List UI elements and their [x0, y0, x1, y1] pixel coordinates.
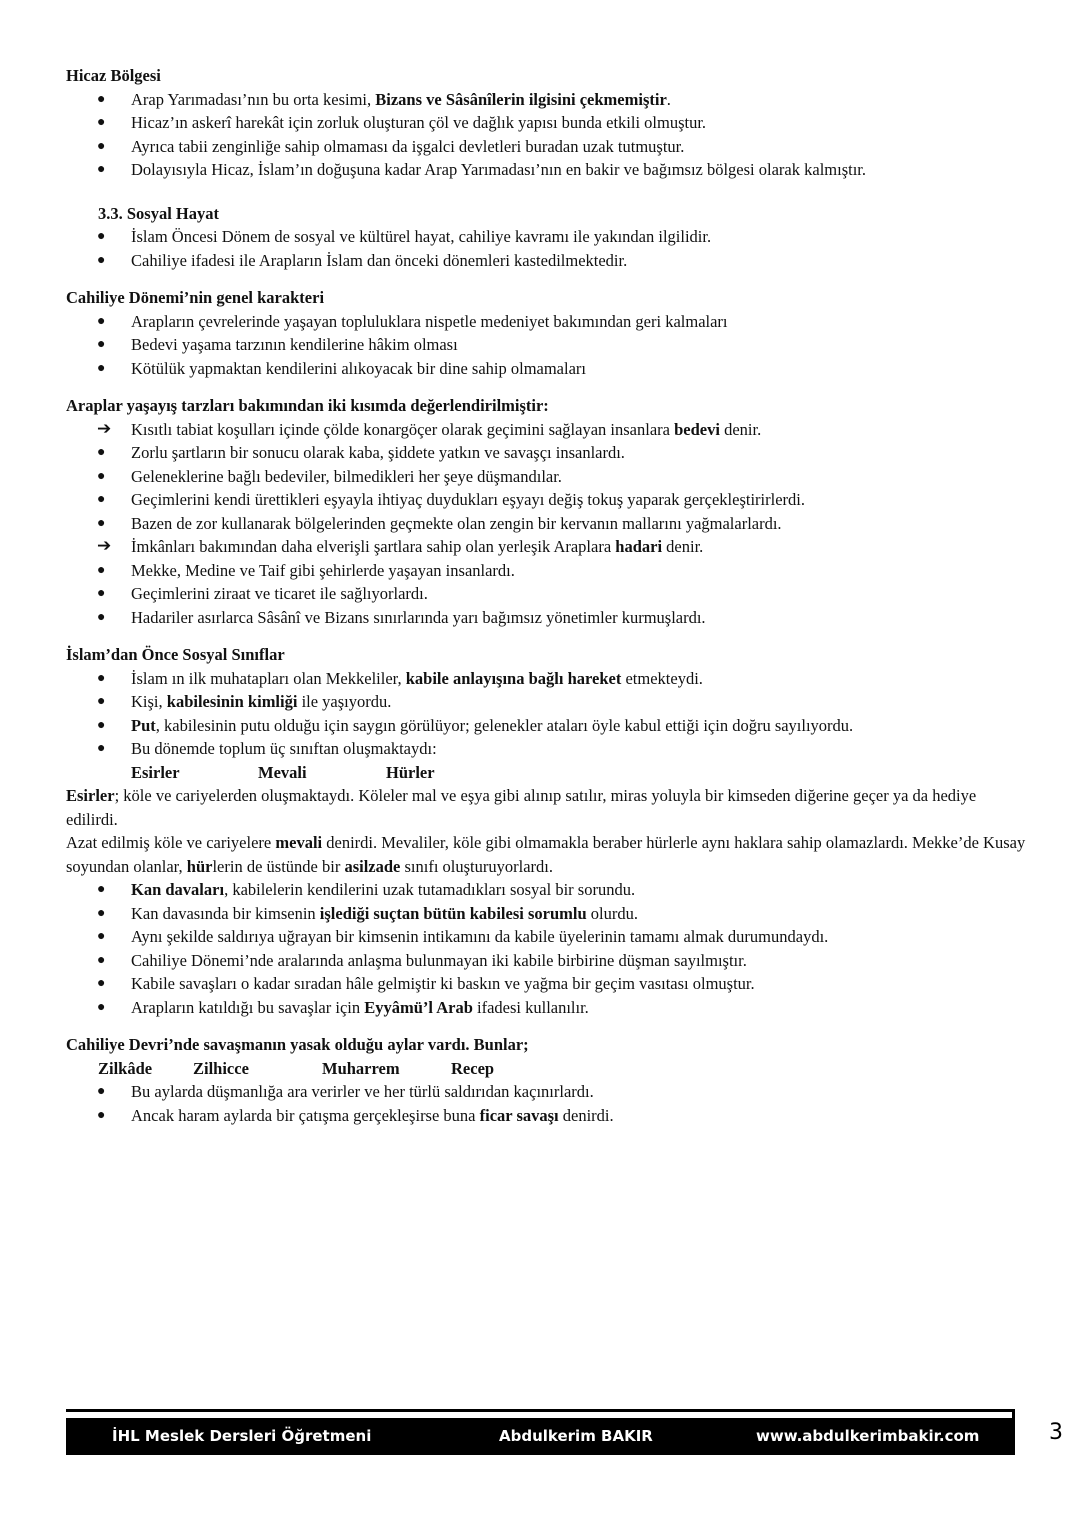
- bullet-dot-icon: ●: [97, 492, 106, 507]
- list-item: ● Kişi, kabilesinin kimliği ile yaşıyordu.: [66, 690, 1026, 714]
- list-kan-davalari: [66, 878, 1026, 1019]
- month-zilhicce: Zilhicce: [193, 1058, 249, 1078]
- list-item: ➔ Kısıtlı tabiat koşulları içinde çölde konargöçer olarak geçimini sağlayan insanlara bedevi denir.: [66, 418, 1026, 442]
- bullet-dot-icon: ●: [97, 252, 106, 268]
- bullet-dot-icon: ●: [97, 999, 106, 1015]
- list-item: ● Kabile savaşları o kadar sıradan hâle gelmiştir ki baskın ve yağma bir geçim vasıtası olmuştur.: [66, 972, 1026, 996]
- heading-sosyal-siniflar: İslam’dan Önce Sosyal Sınıflar: [66, 645, 285, 664]
- paragraph-esirler: Esirler; köle ve cariyelerden oluşmaktaydı. Köleler mal ve eşya gibi alınıp satılır, miras yoluyla bir kimseden diğerine geçer ya da hediye edilirdi.: [66, 786, 977, 829]
- footer-author: Abdulkerim BAKIR: [499, 1427, 653, 1445]
- list-karakter: [66, 310, 1026, 381]
- list-item: ● İslam ın ilk muhatapları olan Mekkeliler, kabile anlayışına bağlı hareket etmekteydi.: [66, 667, 1026, 691]
- list-item: ● Arap Yarımadası’nın bu orta kesimi, Bizans ve Sâsânîlerin ilgisini çekmemiştir.: [66, 88, 1026, 112]
- bullet-dot-icon: ●: [97, 313, 106, 329]
- bullet-dot-icon: ●: [97, 929, 106, 944]
- list-item: ● İslam Öncesi Dönem de sosyal ve kültürel hayat, cahiliye kavramı ile yakından ilgilidir.: [66, 225, 1026, 249]
- bullet-dot-icon: ●: [97, 609, 106, 625]
- bullet-dot-icon: ●: [97, 138, 106, 154]
- list-item: ● Bu aylarda düşmanlığa ara verirler ve her türlü saldırıdan kaçınırlardı.: [66, 1080, 1026, 1104]
- list-item: ● Aynı şekilde saldırıya uğrayan bir kimsenin intikamını da kabile üyelerinin tamamı almak durumundaydı.: [66, 925, 1026, 949]
- bullet-dot-icon: ●: [97, 905, 106, 921]
- list-item: ● Arapların katıldığı bu savaşlar için Eyyâmü’l Arab ifadesi kullanılır.: [66, 996, 1026, 1020]
- bullet-dot-icon: ●: [97, 468, 106, 484]
- arrow-right-icon: ➔: [97, 536, 112, 556]
- list-item: ● Geçimlerini ziraat ve ticaret ile sağlıyorlardı.: [66, 582, 1026, 606]
- bullet-dot-icon: ●: [97, 1107, 106, 1123]
- haram-months-row: [66, 1057, 1026, 1081]
- bullet-dot-icon: ●: [97, 694, 106, 709]
- list-item: ➔ İmkânları bakımından daha elverişli şartlara sahip olan yerleşik Araplara hadari denir.: [66, 535, 1026, 559]
- bullet-dot-icon: ●: [97, 952, 106, 968]
- footer-website-link[interactable]: www.abdulkerimbakir.com: [756, 1427, 980, 1445]
- bullet-dot-icon: ●: [97, 976, 106, 991]
- social-classes-row: [66, 761, 1026, 785]
- list-hadari: [66, 535, 1026, 629]
- list-item: ● Zorlu şartların bir sonucu olarak kaba, şiddete yatkın ve savaşçı insanlardı.: [66, 441, 1026, 465]
- bullet-dot-icon: ●: [97, 882, 106, 897]
- list-item: ● Bu dönemde toplum üç sınıftan oluşmaktaydı:: [66, 737, 1026, 761]
- month-muharrem: Muharrem: [322, 1058, 400, 1078]
- bullet-dot-icon: ●: [97, 91, 106, 107]
- class-esirler: Esirler: [131, 762, 180, 782]
- class-mevali: Mevali: [258, 762, 307, 782]
- list-item: ● Kan davaları, kabilelerin kendilerini uzak tutamadıkları sosyal bir sorundu.: [66, 878, 1026, 902]
- bullet-dot-icon: ●: [97, 562, 106, 578]
- list-item: ● Put, kabilesinin putu olduğu için saygın görülüyor; gelenekler ataları öyle kabul ettiği için doğru sayılıyordu.: [66, 714, 1026, 738]
- heading-sosyal-hayat: 3.3. Sosyal Hayat: [98, 203, 220, 223]
- heading-cahiliye-karakter: Cahiliye Dönemi’nin genel karakteri: [66, 288, 325, 307]
- list-item: ● Geleneklerine bağlı bedeviler, bilmedikleri her şeye düşmandılar.: [66, 465, 1026, 489]
- bullet-dot-icon: ●: [97, 360, 106, 376]
- list-bedevi: [66, 418, 1026, 536]
- list-item: ● Ancak haram aylarda bir çatışma gerçekleşirse buna ficar savaşı denirdi.: [66, 1104, 1026, 1128]
- heading-hicaz: Hicaz Bölgesi: [66, 66, 161, 85]
- bullet-dot-icon: ●: [97, 670, 106, 686]
- bullet-dot-icon: ●: [97, 1084, 106, 1099]
- document-body: [66, 64, 1026, 1127]
- bullet-dot-icon: ●: [97, 515, 106, 531]
- list-siniflar: [66, 667, 1026, 761]
- class-hurler: Hürler: [386, 762, 435, 782]
- month-zilkade: Zilkâde: [98, 1058, 153, 1078]
- month-recep: Recep: [451, 1058, 495, 1078]
- list-item: ● Ayrıca tabii zenginliğe sahip olmaması da işgalci devletleri buradan uzak tutmuştur.: [66, 135, 1026, 159]
- list-item: ● Bazen de zor kullanarak bölgelerinden geçmekte olan zengin bir kervanın mallarını yağmalarlardı.: [66, 512, 1026, 536]
- list-item: ● Geçimlerini kendi ürettikleri eşyayla ihtiyaç duydukları eşyayı değiş tokuş yaparak gerçekleştirirlerdi.: [66, 488, 1026, 512]
- bullet-dot-icon: ●: [97, 717, 106, 733]
- bullet-dot-icon: ●: [97, 586, 106, 601]
- page-number: 3: [1049, 1420, 1063, 1445]
- bullet-dot-icon: ●: [97, 337, 106, 352]
- heading-yasayis: Araplar yaşayış tarzları bakımından iki kısımda değerlendirilmiştir:: [66, 396, 549, 415]
- bullet-dot-icon: ●: [97, 115, 106, 130]
- list-item: ● Kötülük yapmaktan kendilerini alıkoyacak bir dine sahip olmamaları: [66, 357, 1026, 381]
- list-sosyal: [66, 225, 1026, 272]
- list-item: ● Arapların çevrelerinde yaşayan topluluklara nispetle medeniyet bakımından geri kalmaları: [66, 310, 1026, 334]
- bullet-dot-icon: ●: [97, 445, 106, 460]
- list-item: ● Bedevi yaşama tarzının kendilerine hâkim olması: [66, 333, 1026, 357]
- list-item: ● Mekke, Medine ve Taif gibi şehirlerde yaşayan insanlardı.: [66, 559, 1026, 583]
- list-item: ● Hadariler asırlarca Sâsânî ve Bizans sınırlarında yarı bağımsız yönetimler kurmuşlardı.: [66, 606, 1026, 630]
- footer-separator: [1012, 1409, 1015, 1455]
- list-item: ● Kan davasında bir kimsenin işlediği suçtan bütün kabilesi sorumlu olurdu.: [66, 902, 1026, 926]
- list-item: ● Hicaz’ın askerî harekât için zorluk oluşturan çöl ve dağlık yapısı bunda etkili olmuştur.: [66, 111, 1026, 135]
- paragraph-mevali: Azat edilmiş köle ve cariyelere mevali denirdi. Mevaliler, köle gibi olmamakla beraber hürlerle aynı haklara sahip olamazlardı. Mekke’de Kusay soyundan olanlar, hürlerin de üstünde bir asilzade sınıfı oluşturuyorlardı.: [66, 833, 1026, 876]
- footer-divider: [66, 1409, 1012, 1412]
- footer-role: İHL Meslek Dersleri Öğretmeni: [112, 1427, 372, 1445]
- list-aylar: [66, 1080, 1026, 1127]
- bullet-dot-icon: ●: [97, 229, 106, 244]
- bullet-dot-icon: ●: [97, 162, 106, 177]
- page-footer: [66, 1418, 1012, 1455]
- list-hicaz: [66, 88, 1026, 182]
- list-item: ● Cahiliye Dönemi’nde aralarında anlaşma bulunmayan iki kabile birbirine düşman sayılmıştır.: [66, 949, 1026, 973]
- list-item: ● Dolayısıyla Hicaz, İslam’ın doğuşuna kadar Arap Yarımadası’nın en bakir ve bağımsız bölgesi olarak kalmıştır.: [66, 158, 1026, 182]
- list-item: ● Cahiliye ifadesi ile Arapların İslam dan önceki dönemleri kastedilmektedir.: [66, 249, 1026, 273]
- bullet-dot-icon: ●: [97, 741, 106, 756]
- arrow-right-icon: ➔: [97, 418, 112, 439]
- heading-yasak-aylar: Cahiliye Devri’nde savaşmanın yasak olduğu aylar vardı. Bunlar;: [66, 1035, 529, 1054]
